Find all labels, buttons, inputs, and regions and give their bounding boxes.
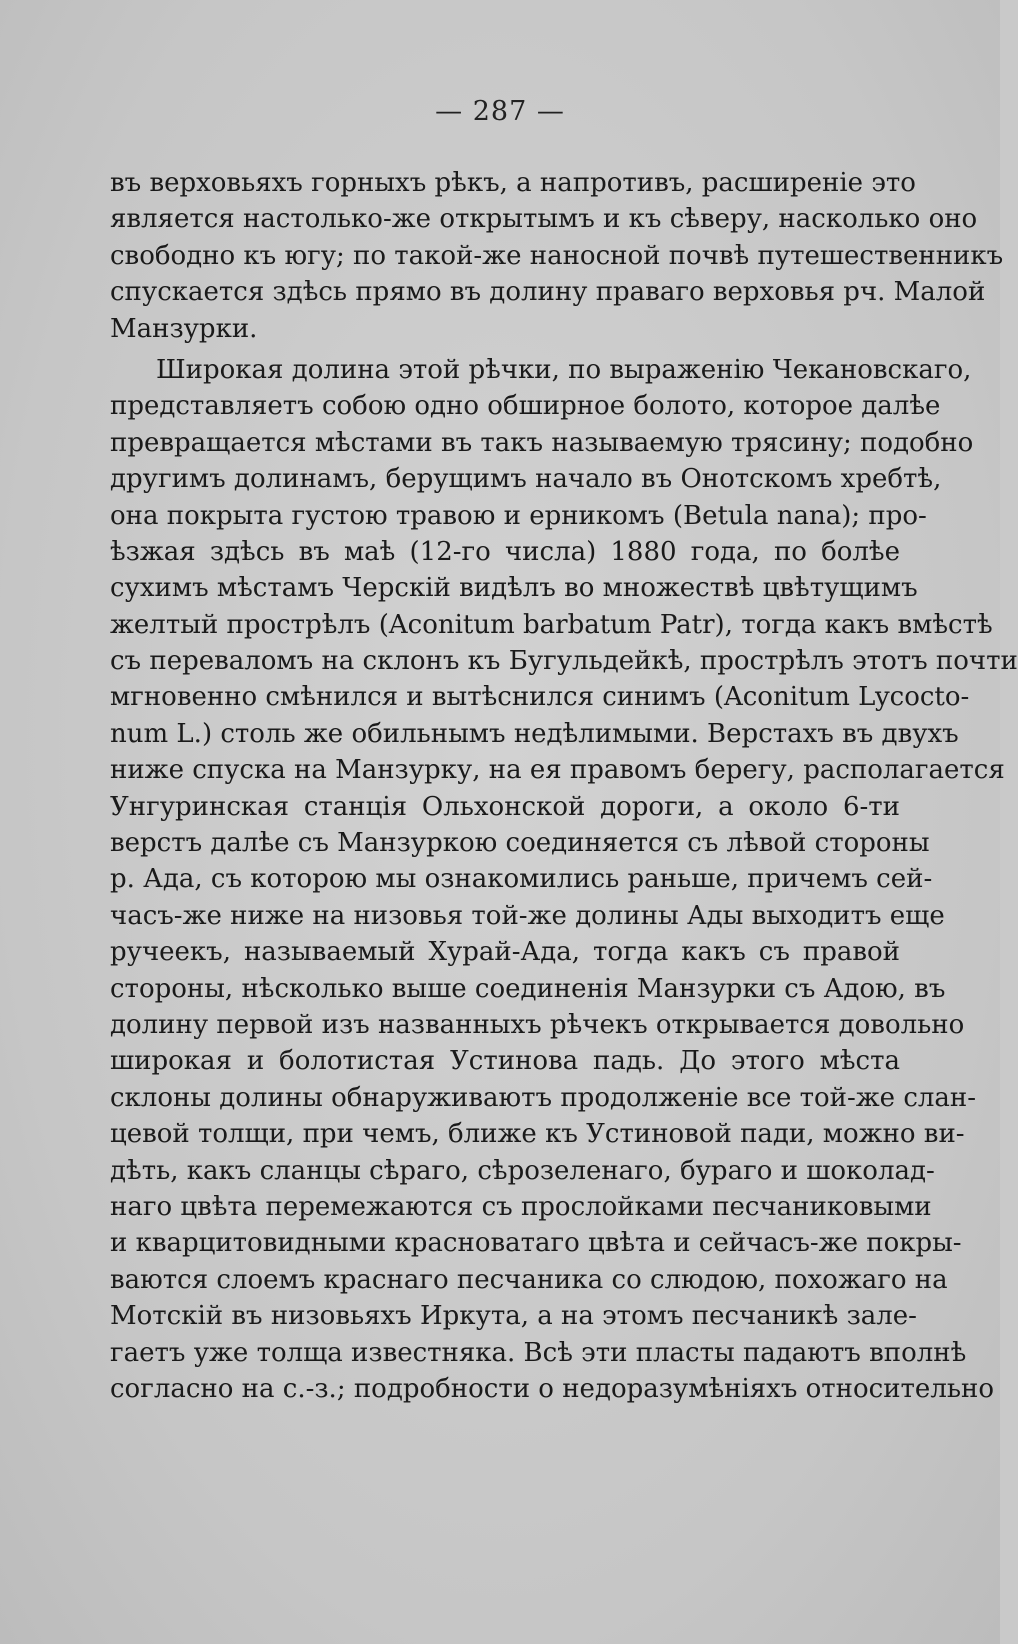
text-line: превращается мѣстами въ такъ называемую трясину; подобно	[110, 427, 974, 458]
text-line: ѣзжая здѣсь въ маѣ (12-го числа) 1880 года, по болѣе	[110, 536, 900, 567]
text-line: стороны, нѣсколько выше соединенія Манзурки съ Адою, въ	[110, 973, 946, 1004]
text-line: num L.) столь же обильнымъ недѣлимыми. Верстахъ въ двухъ	[110, 718, 959, 749]
text-line: часъ-же ниже на низовья той-же долины Ады выходитъ еще	[110, 900, 945, 931]
text-line: ваются слоемъ краснаго песчаника со слюдою, похожаго на	[110, 1264, 948, 1295]
text-line: и кварцитовидными красноватаго цвѣта и сейчасъ-же покры-	[110, 1228, 962, 1259]
text-line: р. Ада, съ которою мы ознакомились раньше, причемъ сей-	[110, 864, 933, 895]
text-line: съ переваломъ на склонъ къ Бугульдейкѣ, прострѣлъ этотъ почти	[110, 646, 1018, 677]
body-text	[110, 165, 1018, 1407]
text-line: Унгуринская станція Ольхонской дороги, а около 6-ти	[110, 791, 900, 822]
text-line: согласно на с.-з.; подробности о недоразумѣніяхъ относительно	[110, 1373, 994, 1404]
text-line: мгновенно смѣнился и вытѣснился синимъ (Aconitum Lycocto-	[110, 682, 970, 713]
text-line: является настолько-же открытымъ и къ сѣверу, насколько оно	[110, 204, 978, 235]
text-line: долину первой изъ названныхъ рѣчекъ открывается довольно	[110, 1009, 965, 1040]
text-line: наго цвѣта перемежаются съ прослойками песчаниковыми	[110, 1191, 932, 1222]
text-line: свободно къ югу; по такой-же наносной почвѣ путешественникъ	[110, 240, 1004, 271]
paragraph-first-line: Широкая долина этой рѣчки, по выраженію Чекановскаго,	[156, 354, 972, 385]
page-number: — 287 —	[435, 96, 565, 127]
text-line: въ верховьяхъ горныхъ рѣкъ, а напротивъ, расширеніе это	[110, 168, 916, 198]
text-line: спускается здѣсь прямо въ долину праваго верховья рч. Малой	[110, 277, 986, 308]
text-line: верстъ далѣе съ Манзуркою соединяется съ лѣвой стороны	[110, 828, 930, 859]
text-line: представляетъ собою одно обширное болото, которое далѣе	[110, 391, 941, 422]
text-line: ручеекъ, называемый Хурай-Ада, тогда какъ съ правой	[110, 937, 900, 968]
text-line: гаетъ уже толща известняка. Всѣ эти пласты падаютъ вполнѣ	[110, 1337, 967, 1368]
text-line: Манзурки.	[110, 313, 258, 344]
text-line: сухимъ мѣстамъ Черскій видѣлъ во множествѣ цвѣтущимъ	[110, 573, 918, 604]
text-line: дѣть, какъ сланцы сѣраго, сѣрозеленаго, бураго и шоколад-	[110, 1155, 935, 1186]
text-line: ниже спуска на Манзурку, на ея правомъ берегу, располагается	[110, 755, 1005, 786]
text-line: другимъ долинамъ, берущимъ начало въ Онотскомъ хребтѣ,	[110, 464, 942, 495]
text-line: Мотскій въ низовьяхъ Иркута, а на этомъ песчаникѣ зале-	[110, 1301, 917, 1332]
text-line: она покрыта густою травою и ерникомъ (Betula nana); про-	[110, 500, 927, 531]
text-line: цевой толщи, при чемъ, ближе къ Устиновой пади, можно ви-	[110, 1119, 965, 1150]
text-line: желтый прострѣлъ (Aconitum barbatum Patr), тогда какъ вмѣстѣ	[110, 609, 993, 640]
text-line: широкая и болотистая Устинова падь. До этого мѣста	[110, 1046, 900, 1077]
text-line: склоны долины обнаруживаютъ продолженіе все той-же слан-	[110, 1082, 977, 1113]
